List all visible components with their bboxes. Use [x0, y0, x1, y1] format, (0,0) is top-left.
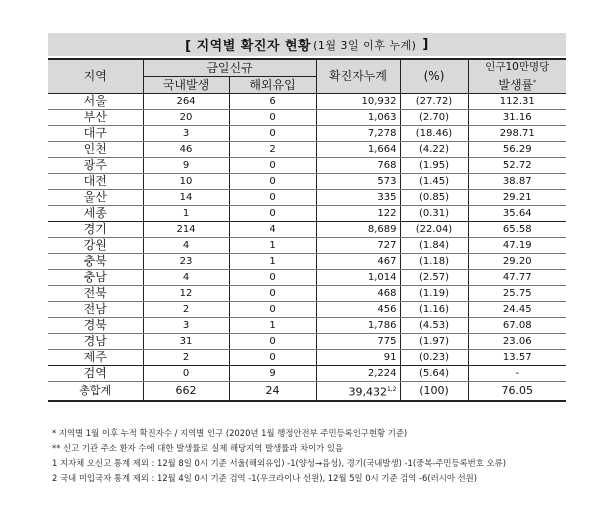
table-row: [48, 110, 566, 126]
cell-domestic: 12: [143, 286, 229, 302]
header-rate: [468, 59, 566, 94]
total-percent: (100): [400, 382, 468, 401]
table-row: [48, 190, 566, 206]
cell-rate: 65.58: [468, 222, 566, 238]
cell-domestic: 2: [143, 302, 229, 318]
cell-cumulative: 1,014: [316, 270, 400, 286]
cell-rate: -: [468, 366, 566, 382]
cell-percent: (27.72): [400, 94, 468, 110]
cell-rate: 52.72: [468, 158, 566, 174]
cell-percent: (4.53): [400, 318, 468, 334]
header-region: 지역: [48, 59, 143, 94]
table-row: [48, 174, 566, 190]
cell-cumulative: 467: [316, 254, 400, 270]
cell-region: 충남: [48, 270, 143, 286]
cell-overseas: 0: [229, 350, 316, 366]
header-percent: (%): [400, 59, 468, 94]
cell-rate: 23.06: [468, 334, 566, 350]
table-row: [48, 158, 566, 174]
cell-region: 전남: [48, 302, 143, 318]
header-cumulative: 확진자누계: [316, 59, 400, 94]
cell-region: 울산: [48, 190, 143, 206]
cell-cumulative: 1,786: [316, 318, 400, 334]
cell-region: 광주: [48, 158, 143, 174]
cell-rate: 112.31: [468, 94, 566, 110]
table-row: [48, 142, 566, 158]
cell-cumulative: 7,278: [316, 126, 400, 142]
cell-domestic: 23: [143, 254, 229, 270]
footnote-3: 1 지자체 오신고 통계 제외 : 12월 8일 0시 기준 서울(해외유입) -1(양성→음성), 경기(국내발생) -1(중복-주민등록번호 오류): [52, 458, 506, 468]
cell-region: 전북: [48, 286, 143, 302]
header-rate-line1: 인구10만명당: [485, 61, 550, 73]
cell-percent: (18.46): [400, 126, 468, 142]
table-row: [48, 254, 566, 270]
cell-overseas: 1: [229, 254, 316, 270]
cell-region: 인천: [48, 142, 143, 158]
cell-cumulative: 2,224: [316, 366, 400, 382]
cell-percent: (0.23): [400, 350, 468, 366]
cell-region: 충북: [48, 254, 143, 270]
total-region: 총합계: [48, 382, 143, 401]
cell-rate: 38.87: [468, 174, 566, 190]
cell-overseas: 4: [229, 222, 316, 238]
cell-cumulative: 122: [316, 206, 400, 222]
cell-domestic: 4: [143, 270, 229, 286]
cell-region: 경남: [48, 334, 143, 350]
table-title: [48, 33, 566, 56]
table-row: [48, 94, 566, 110]
cell-region: 강원: [48, 238, 143, 254]
cell-domestic: 264: [143, 94, 229, 110]
cell-percent: (1.84): [400, 238, 468, 254]
total-overseas: 24: [229, 382, 316, 401]
table-row: [48, 318, 566, 334]
cell-rate: 25.75: [468, 286, 566, 302]
cell-cumulative: 468: [316, 286, 400, 302]
cell-region: 경기: [48, 222, 143, 238]
cell-rate: 67.08: [468, 318, 566, 334]
cell-rate: 35.64: [468, 206, 566, 222]
cell-rate: 56.29: [468, 142, 566, 158]
cell-domestic: 46: [143, 142, 229, 158]
total-domestic: 662: [143, 382, 229, 401]
cell-rate: 47.19: [468, 238, 566, 254]
cell-rate: 298.71: [468, 126, 566, 142]
cell-percent: (1.16): [400, 302, 468, 318]
cell-percent: (0.85): [400, 190, 468, 206]
cell-region: 대전: [48, 174, 143, 190]
cell-domestic: 1: [143, 206, 229, 222]
cell-overseas: 0: [229, 158, 316, 174]
cell-overseas: 0: [229, 286, 316, 302]
cell-overseas: 6: [229, 94, 316, 110]
cell-domestic: 31: [143, 334, 229, 350]
table-row: [48, 366, 566, 382]
table-row: [48, 222, 566, 238]
cell-percent: (0.31): [400, 206, 468, 222]
cell-domestic: 2: [143, 350, 229, 366]
cell-region: 부산: [48, 110, 143, 126]
table-row: [48, 206, 566, 222]
cell-rate: 24.45: [468, 302, 566, 318]
cell-overseas: 0: [229, 190, 316, 206]
cell-region: 서울: [48, 94, 143, 110]
cell-domestic: 20: [143, 110, 229, 126]
footnote-1: * 지역별 1월 이후 누적 확진자수 / 지역별 인구 (2020년 1월 행정안전부 주민등록인구현황 기준): [52, 428, 408, 438]
header-domestic: 국내발생: [143, 77, 229, 94]
cell-percent: (1.18): [400, 254, 468, 270]
cell-overseas: 0: [229, 302, 316, 318]
table-row: [48, 302, 566, 318]
cell-overseas: 0: [229, 126, 316, 142]
cell-cumulative: 768: [316, 158, 400, 174]
cell-cumulative: 456: [316, 302, 400, 318]
cell-cumulative: 335: [316, 190, 400, 206]
title-close: ]: [422, 37, 429, 52]
cell-region: 제주: [48, 350, 143, 366]
cell-percent: (1.95): [400, 158, 468, 174]
cell-region: 세종: [48, 206, 143, 222]
cell-domestic: 4: [143, 238, 229, 254]
cell-cumulative: 775: [316, 334, 400, 350]
title-sub: (1월 3일 이후 누계): [313, 38, 417, 52]
cell-domestic: 3: [143, 126, 229, 142]
cell-rate: 29.20: [468, 254, 566, 270]
cell-percent: (1.97): [400, 334, 468, 350]
total-rate: 76.05: [468, 382, 566, 401]
cell-rate: 31.16: [468, 110, 566, 126]
cell-rate: 29.21: [468, 190, 566, 206]
cell-overseas: 9: [229, 366, 316, 382]
regional-cases-table: [48, 58, 566, 402]
cell-overseas: 0: [229, 334, 316, 350]
table-row: [48, 126, 566, 142]
cell-domestic: 14: [143, 190, 229, 206]
cell-domestic: 10: [143, 174, 229, 190]
cell-percent: (2.70): [400, 110, 468, 126]
cell-rate: 47.77: [468, 270, 566, 286]
cell-percent: (1.19): [400, 286, 468, 302]
cell-overseas: 0: [229, 110, 316, 126]
cell-percent: (4.22): [400, 142, 468, 158]
cell-domestic: 0: [143, 366, 229, 382]
footnotes: [52, 426, 572, 486]
cell-domestic: 214: [143, 222, 229, 238]
cell-overseas: 1: [229, 318, 316, 334]
footnote-2: ** 신고 기관 주소 환자 수에 대한 발생률로 실제 해당지역 발생률과 차이가 있음: [52, 443, 344, 453]
header-overseas: 해외유입: [229, 77, 316, 94]
cell-cumulative: 8,689: [316, 222, 400, 238]
cell-cumulative: 91: [316, 350, 400, 366]
cell-cumulative: 1,664: [316, 142, 400, 158]
table-row: [48, 334, 566, 350]
table-row: [48, 350, 566, 366]
table-row: [48, 286, 566, 302]
cell-percent: (22.04): [400, 222, 468, 238]
cell-cumulative: 1,063: [316, 110, 400, 126]
total-cumulative: 39,432$^{1,2}$: [316, 382, 400, 401]
cell-overseas: 0: [229, 206, 316, 222]
footnote-4: 2 국내 미입국자 통계 제외 : 12월 4일 0시 기준 검역 -1(우크라이나 선원), 12월 5일 0시 기준 검역 -6(러시아 선원): [52, 473, 478, 483]
cell-cumulative: 10,932: [316, 94, 400, 110]
cell-cumulative: 573: [316, 174, 400, 190]
cell-region: 검역: [48, 366, 143, 382]
cell-domestic: 3: [143, 318, 229, 334]
cell-percent: (2.57): [400, 270, 468, 286]
cell-cumulative: 727: [316, 238, 400, 254]
total-row: [48, 382, 566, 401]
cell-region: 경북: [48, 318, 143, 334]
table-row: [48, 270, 566, 286]
cell-percent: (1.45): [400, 174, 468, 190]
cell-rate: 13.57: [468, 350, 566, 366]
cell-overseas: 2: [229, 142, 316, 158]
cell-domestic: 9: [143, 158, 229, 174]
cell-region: 대구: [48, 126, 143, 142]
cell-overseas: 1: [229, 238, 316, 254]
cell-overseas: 0: [229, 174, 316, 190]
title-main: [ 지역별 확진자 현황: [185, 39, 312, 54]
cell-overseas: 0: [229, 270, 316, 286]
table-row: [48, 238, 566, 254]
header-today-new: 금일신규: [143, 59, 316, 77]
cell-percent: (5.64): [400, 366, 468, 382]
table-body: [48, 94, 566, 382]
header-rate-line2: 발생률*: [498, 78, 537, 92]
